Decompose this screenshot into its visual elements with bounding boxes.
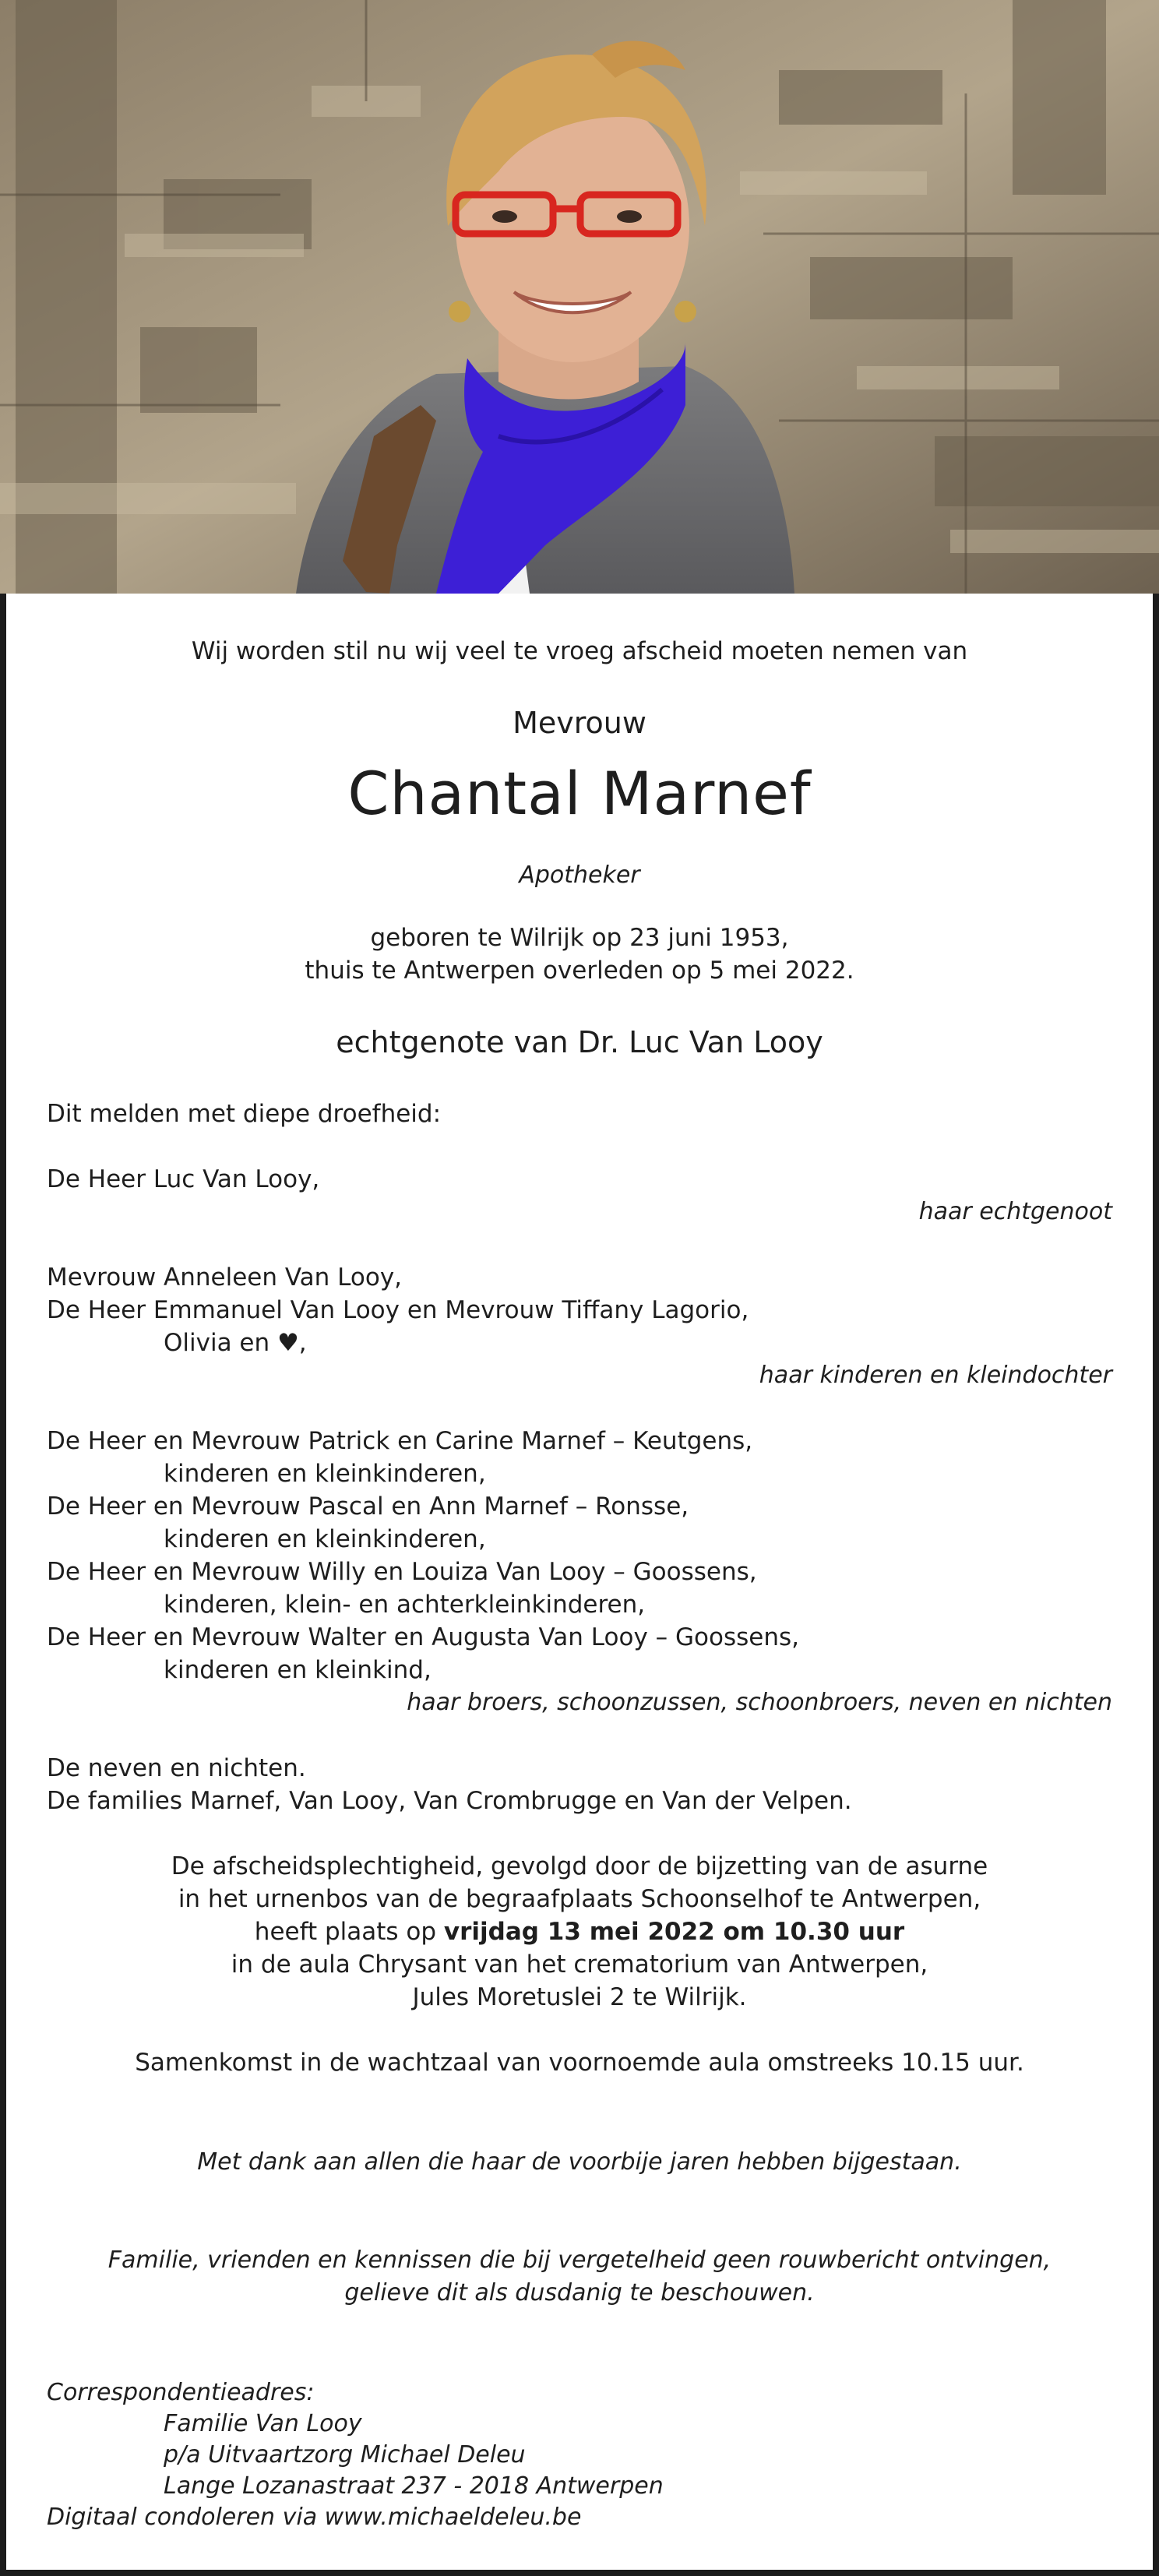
others-line-1: De neven en nichten. xyxy=(47,1754,306,1782)
ceremony-date: vrijdag 13 mei 2022 om 10.30 uur xyxy=(443,1918,905,1946)
ceremony-line-3 xyxy=(6,1918,1153,1946)
correspondence-label: Correspondentieadres: xyxy=(47,2379,315,2406)
others-line-2: De families Marnef, Van Looy, Van Crombrugge en Van der Velpen. xyxy=(47,1787,852,1815)
sibling-line-7: De Heer en Mevrouw Walter en Augusta Van Looy – Goossens, xyxy=(47,1623,799,1651)
obituary-card xyxy=(6,594,1153,2570)
gathering-line: Samenkomst in de wachtzaal van voornoemde aula omstreeks 10.15 uur. xyxy=(135,2049,1024,2077)
portrait-photo xyxy=(0,0,1159,594)
children-line-1: Mevrouw Anneleen Van Looy, xyxy=(47,1263,403,1292)
children-line-2: De Heer Emmanuel Van Looy en Mevrouw Tiffany Lagorio, xyxy=(47,1296,749,1324)
ceremony-prefix: heeft plaats op xyxy=(254,1918,444,1946)
announcement: Dit melden met diepe droefheid: xyxy=(47,1100,442,1128)
birth-line: geboren te Wilrijk op 23 juni 1953, xyxy=(370,924,789,952)
ceremony-line-2: in het urnenbos van de begraafplaats Schoonselhof te Antwerpen, xyxy=(178,1885,981,1913)
sibling-line-6: kinderen, klein- en achterkleinkinderen, xyxy=(164,1591,646,1619)
correspondence-line-3: Lange Lozanastraat 237 - 2018 Antwerpen xyxy=(164,2472,664,2500)
sibling-line-8: kinderen en kleinkind, xyxy=(164,1656,432,1684)
notice-line-1: Familie, vrienden en kennissen die bij vergetelheid geen rouwbericht ontvingen, xyxy=(107,2247,1052,2274)
salutation: Mevrouw xyxy=(513,706,646,740)
spouse-line: echtgenote van Dr. Luc Van Looy xyxy=(336,1025,823,1059)
siblings-relation: haar broers, schoonzussen, schoonbroers, neven en nichten xyxy=(407,1689,1112,1716)
portrait-photo-icon xyxy=(0,0,1159,594)
correspondence-line-2: p/a Uitvaartzorg Michael Deleu xyxy=(164,2441,526,2469)
sibling-line-1: De Heer en Mevrouw Patrick en Carine Marnef – Keutgens, xyxy=(47,1427,753,1455)
ceremony-line-5: Jules Moretuslei 2 te Wilrijk. xyxy=(412,1983,747,2011)
sibling-line-5: De Heer en Mevrouw Willy en Louiza Van Looy – Goossens, xyxy=(47,1558,757,1586)
intro-text: Wij worden stil nu wij veel te vroeg afscheid moeten nemen van xyxy=(191,637,968,665)
correspondence-line-1: Familie Van Looy xyxy=(164,2410,362,2437)
ceremony-line-1: De afscheidsplechtigheid, gevolgd door de bijzetting van de asurne xyxy=(171,1852,988,1880)
husband-line: De Heer Luc Van Looy, xyxy=(47,1165,320,1193)
sibling-line-4: kinderen en kleinkinderen, xyxy=(164,1525,486,1553)
sibling-line-2: kinderen en kleinkinderen, xyxy=(164,1460,486,1488)
death-line: thuis te Antwerpen overleden op 5 mei 2022. xyxy=(305,957,854,985)
notice-line-2: gelieve dit als dusdanig te beschouwen. xyxy=(344,2279,815,2306)
online-condolence-link[interactable]: Digitaal condoleren via www.michaeldeleu.be xyxy=(47,2504,582,2531)
husband-relation: haar echtgenoot xyxy=(918,1198,1112,1225)
sibling-line-3: De Heer en Mevrouw Pascal en Ann Marnef – Ronsse, xyxy=(47,1492,689,1521)
grandchildren-line: Olivia en ♥, xyxy=(164,1329,307,1357)
ceremony-line-4: in de aula Chrysant van het crematorium van Antwerpen, xyxy=(231,1951,928,1979)
deceased-name: Chantal Marnef xyxy=(347,759,812,828)
profession: Apotheker xyxy=(519,862,640,889)
children-relation: haar kinderen en kleindochter xyxy=(759,1362,1112,1389)
thanks-line: Met dank aan allen die haar de voorbije jaren hebben bijgestaan. xyxy=(197,2148,962,2176)
